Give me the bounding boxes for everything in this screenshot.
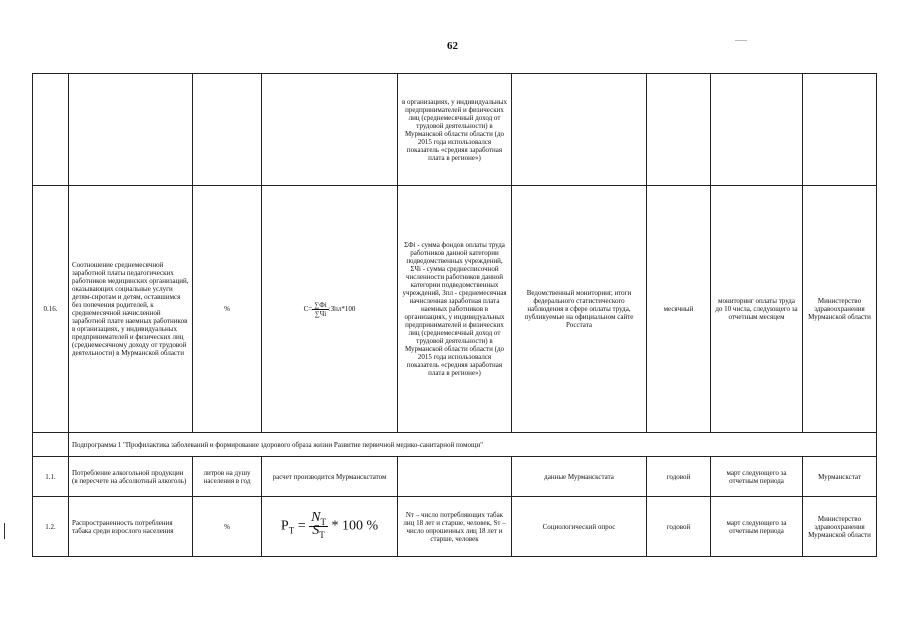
cell-formula: расчет производится Мурманскстатом xyxy=(262,457,398,497)
cell-method: ΣФi - сумма фондов оплаты труда работников данной категории подведомственных учреждений, ΣЧi - сумма среднесписочной численности работников данной категории подведомственных учреждений, Зпл - среднемесячная начисленная заработная плата наемных работников в организациях, у индивидуальных предпринимателей и физических лиц (среднемесячный доход от трудовой деятельности) в Мурманской области области (до 2015 года использовался показатель «средняя заработная плата в регионе») xyxy=(398,186,512,433)
subprogram-title: Подпрограмма 1 "Профилактика заболеваний и формирование здорового образа жизни Развитие первичной медико-санитарной помощи" xyxy=(69,433,877,457)
formula-numerator: $N_T$ xyxy=(311,510,326,527)
formula-lhs: P xyxy=(280,518,289,534)
formula-eq: = xyxy=(294,518,310,534)
cell-name: Потребление алкогольной продукции (в пересчете на абсолютный алкоголь) xyxy=(69,457,193,497)
indicator-table xyxy=(32,73,877,557)
cell-deadline xyxy=(711,74,803,186)
cell-unit: % xyxy=(193,186,262,433)
cell-period: годовой xyxy=(647,457,711,497)
table-row-continuation xyxy=(33,74,877,186)
formula-denominator: ∑Чi xyxy=(314,309,327,318)
cell-period: годовой xyxy=(647,497,711,557)
table-row-016 xyxy=(33,186,877,433)
cell-unit xyxy=(193,74,262,186)
formula-tail: :З̄пл*100 xyxy=(328,304,356,313)
scan-edge-mark xyxy=(4,523,5,539)
cell-method: Nт – число потребляющих табак лиц 18 лет и старше, человек, Sт – число опрошенных лиц 18 лет и старше, человек xyxy=(398,497,512,557)
cell-num: 0.16. xyxy=(33,186,69,433)
table-row-12 xyxy=(33,497,877,557)
cell-responsible: Министерство здравоохранения Мурманской области xyxy=(803,186,877,433)
formula-tail: * 100 % xyxy=(327,518,379,534)
formula-fraction xyxy=(312,301,328,318)
cell-source xyxy=(512,74,647,186)
cell-name: Распространенность потребления табака среди взрослого населения xyxy=(69,497,193,557)
cell-deadline: мониторинг оплаты труда до 10 числа, следующего за отчетным месяцем xyxy=(711,186,803,433)
formula-denominator: $S_T$ xyxy=(312,523,325,540)
scan-corner-mark xyxy=(735,40,747,41)
cell-deadline: март следующего за отчетным периода xyxy=(711,497,803,557)
page-number: 62 xyxy=(447,40,458,52)
cell-source: Социологический опрос xyxy=(512,497,647,557)
cell-num xyxy=(33,74,69,186)
cell-period xyxy=(647,74,711,186)
cell-formula xyxy=(262,186,398,433)
cell-responsible: Мурманскстат xyxy=(803,457,877,497)
cell-num xyxy=(33,433,69,457)
cell-method: в организациях, у индивидуальных предпринимателей и физических лиц (среднемесячный доход от трудовой деятельности) в Мурманской области области (до 2015 года использовался показатель «средняя заработная плата в регионе») xyxy=(398,74,512,186)
formula-fraction xyxy=(309,510,328,540)
table-row-subprogram xyxy=(33,433,877,457)
formula-lhs: С= xyxy=(303,304,313,313)
cell-responsible: Министерство здравоохранения Мурманской области xyxy=(803,497,877,557)
cell-name xyxy=(69,74,193,186)
cell-unit: литров на душу населения в год xyxy=(193,457,262,497)
cell-source: данные Мурманскстата xyxy=(512,457,647,497)
cell-num: 1.1. xyxy=(33,457,69,497)
cell-unit: % xyxy=(193,497,262,557)
formula-lhs-sub: T xyxy=(288,525,295,536)
cell-source: Ведомственный мониторинг, итоги федерального статистического наблюдения в сфере оплаты труда, публикуемые на официальном сайте Росстата xyxy=(512,186,647,433)
cell-method xyxy=(398,457,512,497)
cell-name: Соотношение среднемесячной заработной платы педагогических работников медицинских организаций, оказывающих социальные услуги детям-сиротам и детям, оставшимся без попечения родителей, к среднемесячной начисленной заработной плате наемных работников в организациях, у индивидуальных предпринимателей и физических лиц (среднемесячному доходу от трудовой деятельности) в Мурманской области xyxy=(69,186,193,433)
cell-deadline: март следующего за отчетным периода xyxy=(711,457,803,497)
cell-formula xyxy=(262,74,398,186)
cell-responsible xyxy=(803,74,877,186)
cell-formula xyxy=(262,497,398,557)
cell-num: 1.2. xyxy=(33,497,69,557)
table-row-11 xyxy=(33,457,877,497)
cell-period: месячный xyxy=(647,186,711,433)
formula-numerator: ∑Фi xyxy=(314,300,327,309)
